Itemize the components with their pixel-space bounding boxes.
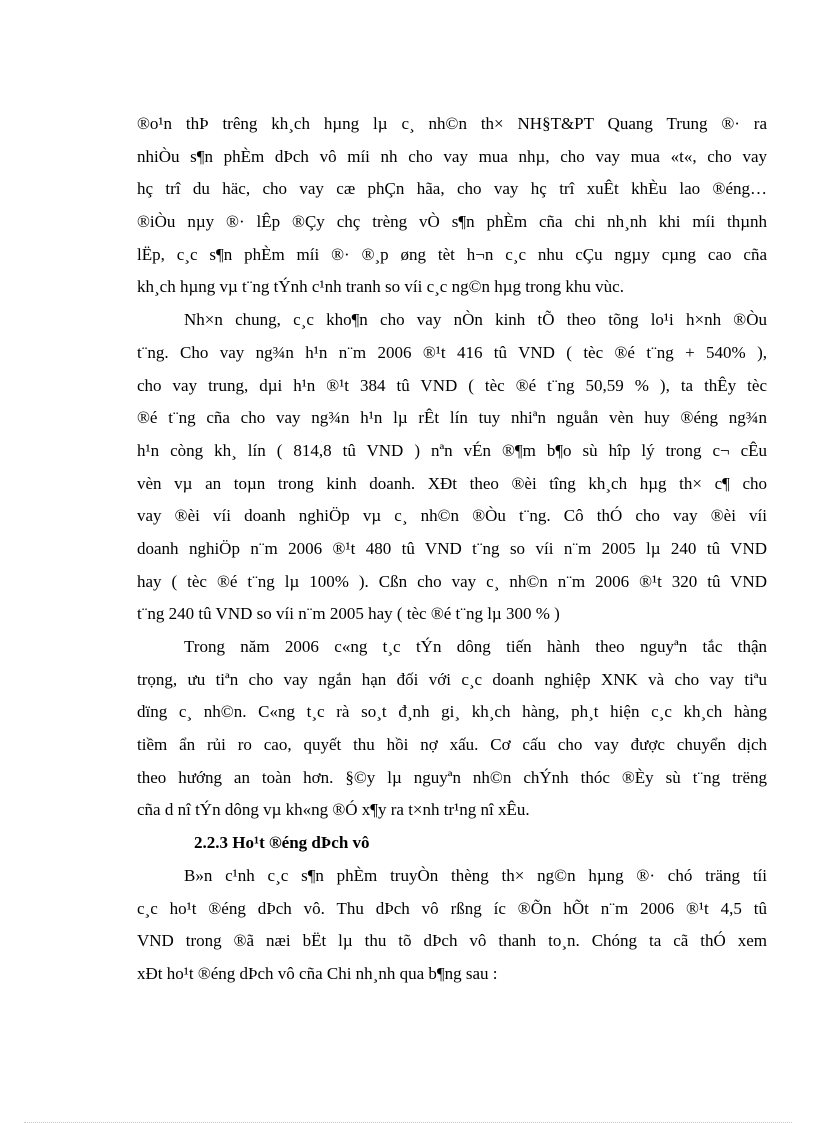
text-line: Trong năm 2006 c«ng t¸c tÝn dông tiến hành theo nguyªn tắc thận (184, 637, 767, 656)
text-line: vèn vµ an toµn trong kinh doanh. XÐt theo ®èi tîng kh¸ch hµg th× c¶ cho (137, 473, 767, 493)
text-line: doanh nghiÖp n¨m 2006 ®¹t 480 tû VND t¨ng so víi n¨m 2005 lµ 240 tû VND (137, 538, 767, 558)
text-line: B»n c¹nh c¸c s¶n phÈm truyÒn thèng th× ng©n hµng ®· chó träng tíi (184, 865, 767, 885)
text-line: hay ( tèc ®é t¨ng lµ 100% ). Cßn cho vay c¸ nh©n n¨m 2006 ®¹t 320 tû VND (137, 571, 767, 591)
text-line: dïng c¸ nh©n. C«ng t¸c rà so¸t đ¸nh gi¸ kh¸ch hàng, ph¸t hiện c¸c kh¸ch hàng (137, 702, 767, 722)
section-heading: 2.2.3 Ho¹t ®éng dÞch vô (194, 833, 370, 853)
text-line: xÐt ho¹t ®éng dÞch vô cña Chi nh¸nh qua b¶ng sau : (137, 963, 498, 983)
text-line: lËp, c¸c s¶n phÈm míi ®· ®¸p øng tèt h¬n c¸c nhu cÇu ngµy cµng cao cña (137, 244, 767, 264)
text-line: trọng, ưu tiªn cho vay ngắn hạn đối với c¸c doanh nghiệp XNK và cho vay tiªu (137, 669, 767, 689)
text-line: t¨ng. Cho vay ng¾n h¹n n¨m 2006 ®¹t 416 tû VND ( tèc ®é t¨ng + 540% ), (137, 342, 767, 362)
text-line: ®é t¨ng cña cho vay ng¾n h¹n lµ rÊt lín tuy nhiªn nguån vèn huy ®éng ng¾n (137, 408, 767, 428)
text-line: vay ®èi víi doanh nghiÖp vµ c¸ nh©n ®Òu t¨ng. Cô thÓ cho vay ®èi víi (137, 506, 767, 526)
paragraph-1 (137, 108, 767, 304)
text-line: tiềm ẩn rủi ro cao, quyết thu hồi nợ xấu. Cơ cấu cho vay được chuyển dịch (137, 735, 767, 755)
document-body (137, 108, 767, 991)
text-line: cho vay trung, dµi h¹n ®¹t 384 tû VND ( tèc ®é t¨ng 50,59 % ), ta thÊy tèc (137, 375, 767, 395)
paragraph-2 (137, 304, 767, 631)
text-line: VND trong ®ã næi bËt lµ thu tõ dÞch vô thanh to¸n. Chóng ta cã thÓ xem (137, 931, 767, 951)
text-line: hç trî du häc, cho vay cæ phÇn hãa, cho vay hç trî xuÊt khÈu lao ®éng… (137, 179, 767, 199)
text-line: t¨ng 240 tû VND so víi n¨m 2005 hay ( tèc ®é t¨ng lµ 300 % ) (137, 604, 560, 624)
text-line: c¸c ho¹t ®éng dÞch vô. Thu dÞch vô rßng íc ®Õn hÕt n¨m 2006 ®¹t 4,5 tû (137, 898, 767, 918)
text-line: kh¸ch hµng vµ t¨ng tÝnh c¹nh tranh so víi c¸c ng©n hµg trong khu vùc. (137, 277, 624, 297)
paragraph-4 (137, 860, 767, 991)
text-line: theo hướng an toàn hơn. §©y lµ nguyªn nh©n chÝnh thóc ®Èy sù t¨ng trëng (137, 767, 767, 787)
text-line: nhiÒu s¶n phÈm dÞch vô míi nh cho vay mua nhµ, cho vay mua «t«, cho vay (137, 146, 767, 166)
text-line: ®iÒu nµy ®· lÊp ®Çy chç trèng vÒ s¶n phÈm cña chi nh¸nh khi míi thµnh (137, 212, 767, 232)
text-line: Nh×n chung, c¸c kho¶n cho vay nÒn kinh tÕ theo tõng lo¹i h×nh ®Òu (184, 310, 767, 330)
text-line: cña d nî tÝn dông vµ kh«ng ®Ó x¶y ra t×nh tr¹ng nî xÊu. (137, 800, 530, 820)
text-line: ®o¹n thÞ trêng kh¸ch hµng lµ c¸ nh©n th× NH§T&PT Quang Trung ®· ra (137, 114, 767, 133)
paragraph-3 (137, 631, 767, 827)
text-line: h¹n còng kh¸ lín ( 814,8 tû VND ) nªn vÉn ®¶m b¶o sù hîp lý trong c¬ cÊu (137, 440, 767, 460)
